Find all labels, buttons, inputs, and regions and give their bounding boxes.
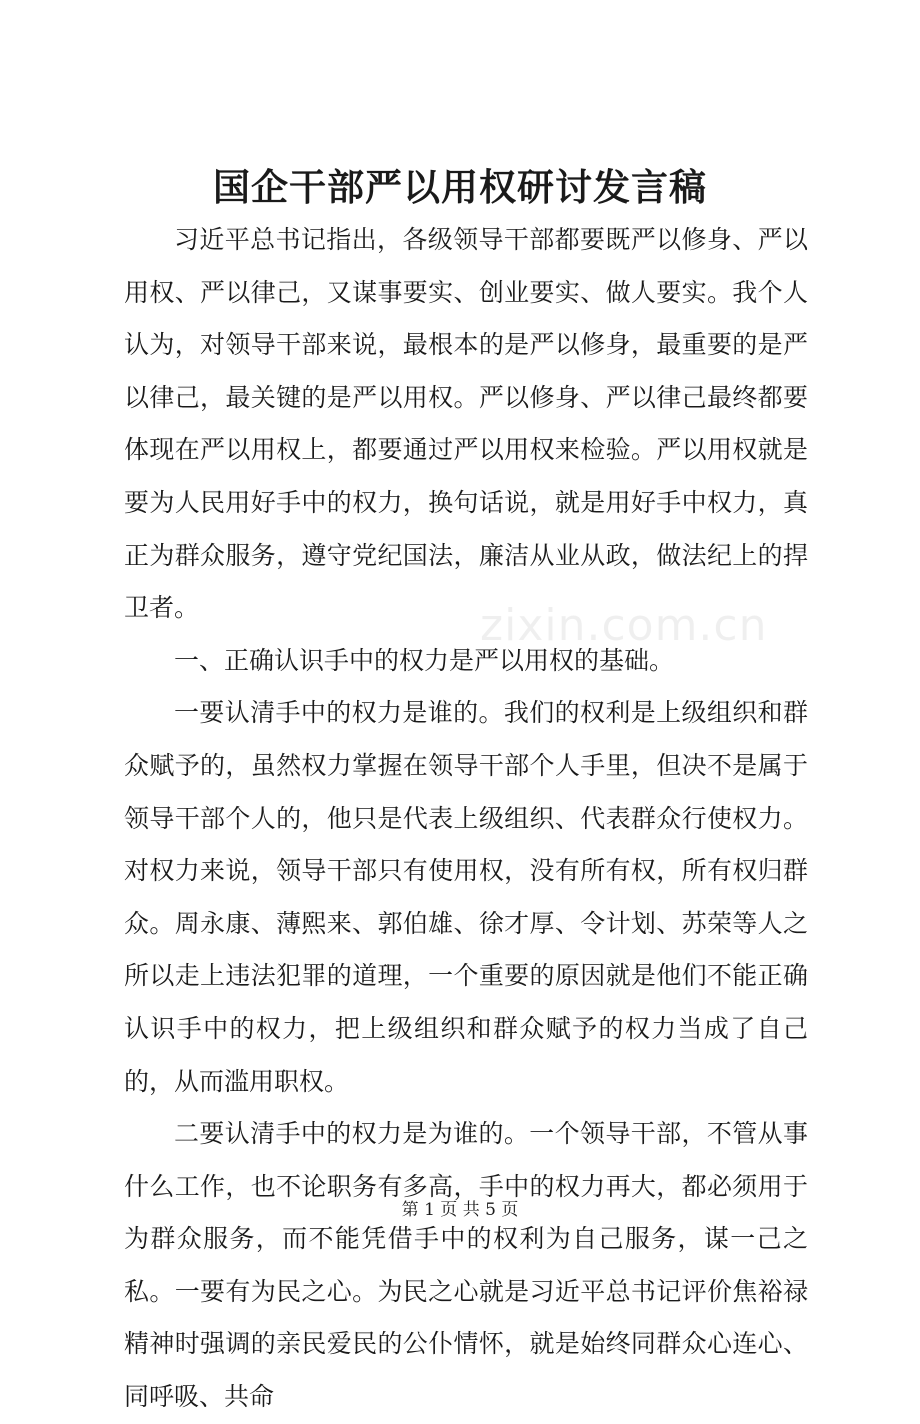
paragraph: 二要认清手中的权力是为谁的。一个领导干部，不管从事什么工作，也不论职务有多高，手中的权力再大，都必须用于为群众服务，而不能凭借手中的权利为自己服务，谋一己之私。一要有为民之心。为民之心就是习近平总书记评价焦裕禄精神时强调的亲民爱民的公仆情怀，就是始终同群众心连心、同呼吸、共命 xyxy=(124,1119,808,1412)
paragraph: 一要认清手中的权力是谁的。我们的权利是上级组织和群众赋予的，虽然权力掌握在领导干部个人手里，但决不是属于领导干部个人的，他只是代表上级组织、代表群众行使权力。对权力来说，领导干部只有使用权，没有所有权，所有权归群众。周永康、薄熙来、郭伯雄、徐才厚、令计划、苏荣等人之所以走上违法犯罪的道理，一个重要的原因就是他们不能正确认识手中的权力，把上级组织和群众赋予的权力当成了自己的，从而滥用职权。 xyxy=(124,698,808,1096)
document-title: 国企干部严以用权研讨发言稿 xyxy=(213,165,707,209)
paragraph: 习近平总书记指出，各级领导干部都要既严以修身、严以用权、严以律己，又谋事要实、创业要实、做人要实。我个人认为，对领导干部来说，最根本的是严以修身，最重要的是严以律己，最关键的是严以用权。严以修身、严以律己最终都要体现在严以用权上，都要通过严以用权来检验。严以用权就是要为人民用好手中的权力，换句话说，就是用好手中权力，真正为群众服务，遵守党纪国法，廉洁从业从政，做法纪上的捍卫者。 xyxy=(124,225,808,623)
watermark: zixin.com.cn xyxy=(480,600,768,651)
paragraph: 一、正确认识手中的权力是严以用权的基础。 xyxy=(174,645,675,675)
page-footer: 第 1 页 共 5 页 xyxy=(401,1200,519,1220)
document-body xyxy=(124,214,808,1424)
